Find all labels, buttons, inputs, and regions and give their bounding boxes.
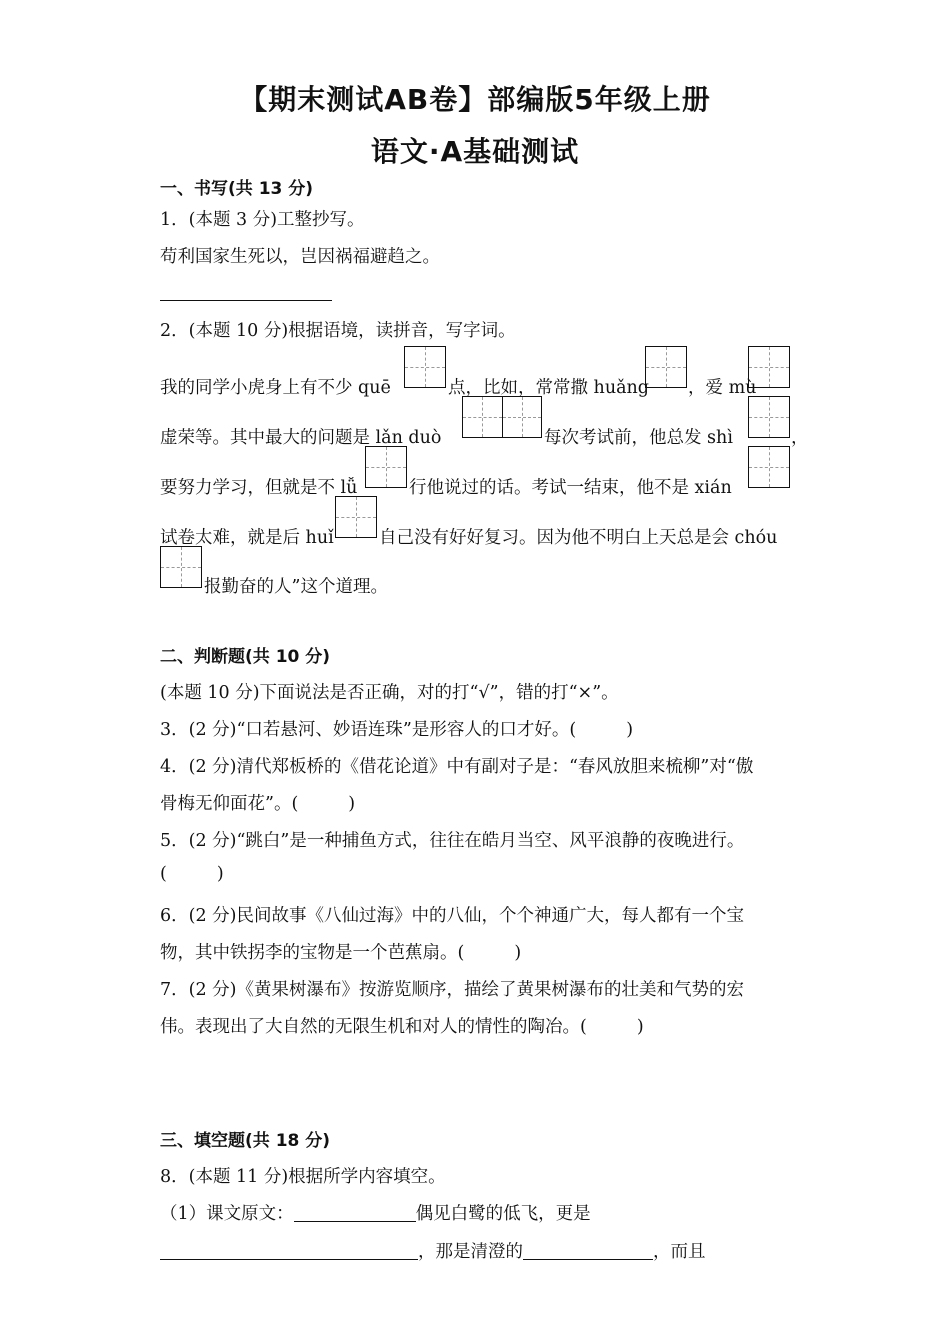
section2-heading: 二、判断题(共 10 分) — [160, 647, 331, 667]
section1-heading: 一、书写(共 13 分) — [160, 179, 314, 199]
answer-box-huang[interactable] — [645, 346, 687, 388]
section2-intro: (本题 10 分)下面说法是否正确，对的打“√”，错的打“×”。 — [160, 683, 619, 703]
question-4-line1: 4．(2 分)清代郑板桥的《借花论道》中有副对子是：“春风放胆来梳柳”对“傲 — [160, 757, 754, 777]
q8-1-line: （1）课文原文： 偶见白鹭的低飞，更是 — [160, 1204, 591, 1224]
question-3: 3．(2 分)“口若悬河、妙语连珠”是形容人的口才好。( ) — [160, 720, 634, 740]
fill-blank-2[interactable] — [160, 1241, 418, 1260]
answer-box-que[interactable] — [404, 346, 446, 388]
question-5-line2: ( ) — [160, 864, 224, 884]
q2-text-2b: 每次考试前，他总发 shì — [544, 428, 733, 448]
q2-text-4b: 自己没有好好复习。因为他不明白上天总是会 chóu — [379, 528, 778, 548]
fill-blank-1[interactable] — [294, 1203, 416, 1222]
question-7-line1: 7．(2 分)《黄果树瀑布》按游览顺序，描绘了黄果树瀑布的壮美和气势的宏 — [160, 980, 744, 1000]
q2-text-1c: ，爱 mù — [688, 378, 757, 398]
q2-text-5: 报勤奋的人”这个道理。 — [204, 577, 388, 597]
q2-text-3a: 要努力学习，但就是不 lǚ — [160, 478, 358, 498]
exam-subtitle: 语文·A基础测试 — [370, 135, 580, 168]
answer-box-hui[interactable] — [335, 496, 377, 538]
q2-text-1b: 点，比如，常常撒 huǎng — [448, 378, 650, 398]
answer-box-landuo[interactable] — [462, 396, 542, 438]
q1-prompt: 1．(本题 3 分)工整抄写。 — [160, 210, 365, 230]
answer-box-xian[interactable] — [748, 446, 790, 488]
q2-text-1a: 我的同学小虎身上有不少 quē — [160, 378, 391, 398]
q1-answer-line[interactable] — [160, 282, 332, 303]
answer-box-lv[interactable] — [365, 446, 407, 488]
q8-prompt: 8．(本题 11 分)根据所学内容填空。 — [160, 1167, 446, 1187]
answer-box-mu[interactable] — [748, 346, 790, 388]
answer-box-chou[interactable] — [160, 546, 202, 588]
answer-box-shi[interactable] — [748, 396, 790, 438]
exam-title: 【期末测试AB卷】部编版5年级上册 — [239, 83, 711, 116]
question-6-line2: 物，其中铁拐李的宝物是一个芭蕉扇。( ) — [160, 943, 522, 963]
q2-text-3b: 行他说过的话。考试一结束，他不是 xián — [409, 478, 732, 498]
question-6-line1: 6．(2 分)民间故事《八仙过海》中的八仙，个个神通广大，每人都有一个宝 — [160, 906, 744, 926]
q8-2-line: ，那是清澄的 ，而且 — [160, 1238, 706, 1263]
q1-text: 苟利国家生死以，岂因祸福避趋之。 — [160, 247, 440, 267]
fill-blank-3[interactable] — [523, 1241, 653, 1260]
question-5-line1: 5．(2 分)“跳白”是一种捕鱼方式，往往在皓月当空、风平浪静的夜晚进行。 — [160, 831, 745, 851]
q2-text-2a: 虚荣等。其中最大的问题是 lǎn duò — [160, 428, 442, 448]
q2-text-4a: 试卷太难，就是后 huǐ — [160, 528, 334, 548]
section3-heading: 三、填空题(共 18 分) — [160, 1131, 331, 1151]
question-4-line2: 骨梅无仰面花”。( ) — [160, 794, 356, 814]
q2-prompt: 2．(本题 10 分)根据语境，读拼音，写字词。 — [160, 321, 516, 341]
question-7-line2: 伟。表现出了大自然的无限生机和对人的情性的陶冶。( ) — [160, 1017, 644, 1037]
q2-text-2c: ， — [791, 428, 809, 448]
